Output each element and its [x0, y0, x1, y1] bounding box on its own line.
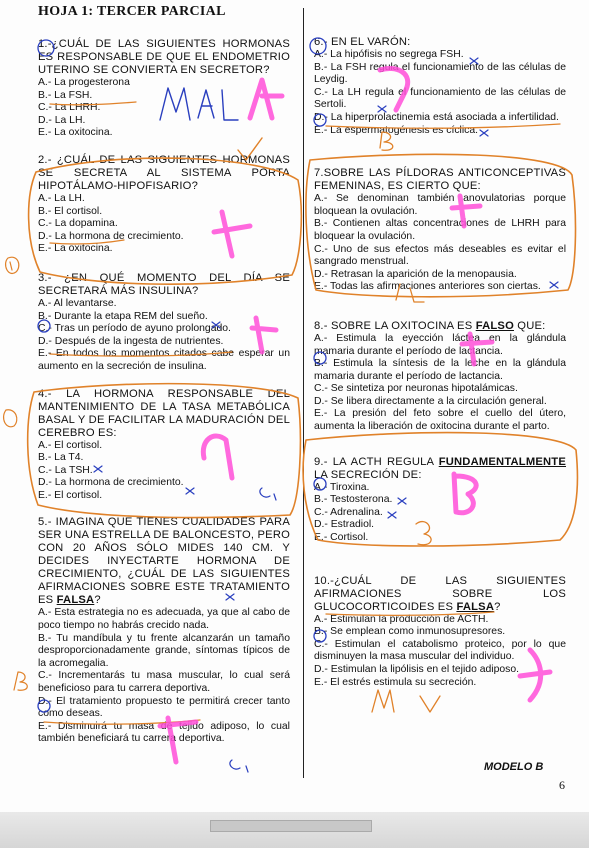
- option: A.- La progesterona: [38, 77, 130, 88]
- question-emphasis: FALSA: [456, 600, 495, 613]
- option: D.- La hormona de crecimiento.: [38, 230, 184, 242]
- model-label: MODELO B: [484, 761, 544, 773]
- question-text-end: QUE:: [517, 319, 546, 332]
- option: A.- Al levantarse.: [38, 297, 117, 309]
- option: D.- Retrasan la aparición de la menopausia.: [314, 268, 517, 280]
- option: B.- Tu mandíbula y tu frente alcanzarán un tamaño desproporcionadamente grande, síntomas típicos de la acromegalia.: [38, 632, 290, 669]
- question-10: [314, 575, 566, 690]
- option: C.- La LH regula el funcionamiento de las células de Sertoli.: [314, 86, 566, 111]
- option: D.- El tratamiento propuesto te permitirá crecer tanto como deseas.: [38, 695, 290, 720]
- option: C.- Adrenalina.: [314, 506, 383, 518]
- option: C.- Estimulan el catabolismo proteico, por lo que disminuyen la masa muscular del individuo.: [314, 638, 566, 663]
- question-text-main: 8.- SOBRE LA OXITOCINA ES: [314, 319, 473, 332]
- option: E.- La oxitocina.: [38, 243, 113, 255]
- option: B.- La FSH.: [38, 89, 93, 101]
- option: E.- La presión del feto sobre el cuello del útero, aumenta la liberación de oxitocina durante el parto.: [314, 408, 566, 433]
- option: B.- Contienen altas concentraciones de LHRH para bloquear la ovulación.: [314, 218, 566, 242]
- question-text: [38, 516, 290, 607]
- question-text: 7.SOBRE LAS PÍLDORAS ANTICONCEPTIVAS FEMENINAS, ES CIERTO QUE:: [314, 167, 566, 193]
- question-emphasis: FALSO: [475, 319, 514, 332]
- page-header: HOJA 1: TERCER PARCIAL: [38, 4, 226, 19]
- question-text-end: ?: [94, 594, 101, 607]
- right-column: [314, 36, 566, 703]
- option: E.- Cortisol.: [314, 532, 369, 544]
- question-text: 3.- ¿EN QUÉ MOMENTO DEL DÍA SE SECRETARÁ MÁS INSULINA?: [38, 271, 290, 297]
- question-text: [314, 320, 566, 333]
- option: A.- Estimulan la producción de ACTH.: [314, 613, 489, 625]
- question-text-end: LA SECRECIÓN DE:: [314, 468, 422, 481]
- question-3: [38, 272, 290, 374]
- question-text-main: 9.- LA ACTH REGULA: [314, 455, 434, 468]
- question-text-main: 10.-¿CUÁL DE LAS SIGUIENTES AFIRMACIONES SOBRE LOS GLUCOCORTICOIDES ES: [314, 574, 566, 613]
- option: E.- Disminuirá tu masa de tejido adiposo, lo cual también beneficiará tu carrera deportiva.: [38, 720, 290, 745]
- option: C.- La LHRH.: [38, 102, 101, 114]
- page-number: 6: [559, 778, 565, 792]
- question-7: [314, 167, 566, 294]
- question-9: [314, 456, 566, 545]
- option: C.- Incrementarás tu masa muscular, lo cual será beneficioso para tu carrera deportiva.: [38, 670, 290, 695]
- option: E.- La oxitocina.: [38, 127, 113, 139]
- scan-bottom-slot: [210, 820, 372, 832]
- option: D.- La hiperprolactinemia está asociada a infertilidad.: [314, 111, 559, 123]
- option: D.- La LH.: [38, 114, 86, 126]
- question-text: [314, 575, 566, 614]
- option: C.- La dopamina.: [38, 218, 118, 230]
- question-text: 2.- ¿CUÁL DE LAS SIGUIENTES HORMONAS SE SECRETA AL SISTEMA PORTA HIPOTÁLAMO-HIPOFISARIO?: [38, 153, 290, 192]
- option: C.- La TSH.: [38, 464, 93, 476]
- question-emphasis: FUNDAMENTALMENTE: [438, 455, 566, 468]
- option: B.- El cortisol.: [38, 205, 103, 217]
- question-text-end: ?: [494, 600, 501, 613]
- question-1: [38, 38, 290, 140]
- question-text: [314, 456, 566, 482]
- option: B.- Testosterona.: [314, 494, 393, 506]
- option: E.- La espermatogénesis es cíclica.: [314, 124, 479, 136]
- option: A.- La hipófisis no segrega FSH.: [314, 49, 464, 60]
- option: D.- Estradiol.: [314, 519, 375, 531]
- option: B.- Durante la etapa REM del sueño.: [38, 310, 208, 322]
- question-2: [38, 154, 290, 256]
- option: A.- La LH.: [38, 192, 85, 204]
- orange-scribble-left-1: [6, 257, 19, 273]
- option: B.- La FSH regula el funcionamiento de las células de Leydig.: [314, 61, 566, 86]
- option: E.- Todas las afirmaciones anteriores son ciertas.: [314, 281, 541, 293]
- option: D.- Estimulan la lipólisis en el tejido adiposo.: [314, 664, 520, 675]
- option: E.- El estrés estimula su secreción.: [314, 676, 477, 688]
- column-divider: [303, 8, 304, 778]
- question-text: 1.-¿CUÁL DE LAS SIGUIENTES HORMONAS ES RESPONSABLE DE QUE EL ENDOMETRIO UTERINO SE CONVIERTA EN SECRETOR?: [38, 38, 290, 76]
- option: A.- Se denominan también anovulatorias porque bloquean la ovulación.: [314, 193, 566, 217]
- option: A.- Estimula la eyección láctea en la glándula mamaria durante el período de lactancia.: [314, 332, 566, 357]
- question-emphasis: FALSA: [56, 594, 95, 607]
- question-text: 4.- LA HORMONA RESPONSABLE DEL MANTENIMIENTO DE LA TASA METABÓLICA BASAL Y DE FACILITAR LA MADURACIÓN DEL CEREBRO ES:: [38, 387, 290, 439]
- question-5: [38, 516, 290, 746]
- option: E.- El cortisol.: [38, 489, 103, 501]
- blue-scribble-si-1: [230, 760, 248, 772]
- option: B.- Estimula la síntesis de la leche en la glándula mamaria durante el período de lactancia.: [314, 358, 566, 382]
- option: A.- El cortisol.: [38, 439, 103, 451]
- orange-scribble-left-2: [4, 410, 17, 427]
- option: C.- Se sintetiza por neuronas hipotalámicas.: [314, 383, 518, 395]
- option: C.- Tras un período de ayuno prolongado.: [38, 323, 231, 335]
- question-text-main: 5.- IMAGINA QUE TIENES CUALIDADES PARA SER UNA ESTRELLA DE BALONCESTO, PERO CON 20 AÑOS SÓLO MIDES 140 CM. Y DECIDES INYECTARTE HORMONA DE CRECIMIENTO, ¿CUÁL DE LAS SIGUIENTES AFIRMACIONES SOBRE ESTE TRATAMIENTO ES: [38, 516, 290, 607]
- question-4: [38, 388, 290, 503]
- option: B.- La T4.: [38, 452, 84, 464]
- question-6: [314, 36, 566, 137]
- left-column: [38, 38, 290, 760]
- option: B.- Se emplean como inmunosupresores.: [314, 626, 506, 638]
- option: D.- Se libera directamente a la circulación general.: [314, 395, 547, 407]
- question-8: [314, 320, 566, 434]
- option: A.- Tiroxina.: [314, 481, 370, 493]
- option: E.- En todos los momentos citados cabe esperar un aumento en la secreción de insulina.: [38, 348, 290, 372]
- option: D.- Después de la ingesta de nutrientes.: [38, 335, 224, 347]
- question-text: 6.- EN EL VARÓN:: [314, 36, 411, 48]
- option: D.- La hormona de crecimiento.: [38, 477, 184, 489]
- option: C.- Uno de sus efectos más deseables es evitar el sangrado menstrual.: [314, 243, 566, 268]
- option: A.- Esta estrategia no es adecuada, ya que al cabo de poco tiempo no habrás crecido nada.: [38, 607, 290, 632]
- orange-scribble-left-3: [14, 672, 27, 690]
